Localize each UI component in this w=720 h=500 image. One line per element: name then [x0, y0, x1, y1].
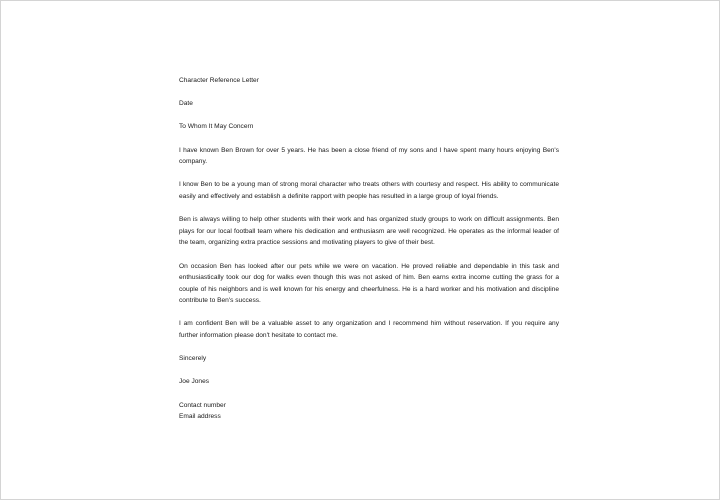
letter-salutation: To Whom It May Concern	[179, 123, 254, 131]
letter-title: Character Reference Letter	[179, 77, 259, 84]
reference-letter	[179, 75, 559, 423]
letter-closing: Sincerely	[179, 355, 207, 363]
letter-contact-block	[179, 400, 559, 423]
letter-signature: Joe Jones	[179, 378, 210, 386]
letter-paragraph-1: I have known Ben Brown for over 5 years. He has been a close friend of my sons and I have spent many hours enjoying Ben's company.	[179, 146, 559, 166]
letter-paragraph-3: Ben is always willing to help other students with their work and has organized study groups to work on difficult assignments. Ben plays for our local football team where his dedication and enthusiasm are well recognized. He operates as the informal leader of the team, organizing extra practice sessions and motivating players to give of their best.	[179, 216, 559, 247]
letter-paragraph-4: On occasion Ben has looked after our pets while we were on vacation. He proved reliable and dependable in this task and enthusiastically took our dog for walks even though this was not asked of him. Ben earns extra income cutting the grass for a couple of his neighbors and is well known for his energy and cheerfulness. He is a hard worker and his motivation and discipline contribute to Ben's success.	[179, 262, 559, 305]
letter-paragraph-5: I am confident Ben will be a valuable asset to any organization and I recommend him without reservation. If you require any further information please don't hesitate to contact me.	[179, 320, 559, 340]
contact-number: Contact number	[179, 401, 226, 409]
letter-date: Date	[179, 100, 193, 108]
email-address: Email address	[179, 413, 221, 421]
letter-paragraph-2: I know Ben to be a young man of strong moral character who treats others with courtesy and respect. His ability to communicate easily and effectively and establish a definite rapport with people has resulted in a large group of loyal friends.	[179, 181, 559, 200]
